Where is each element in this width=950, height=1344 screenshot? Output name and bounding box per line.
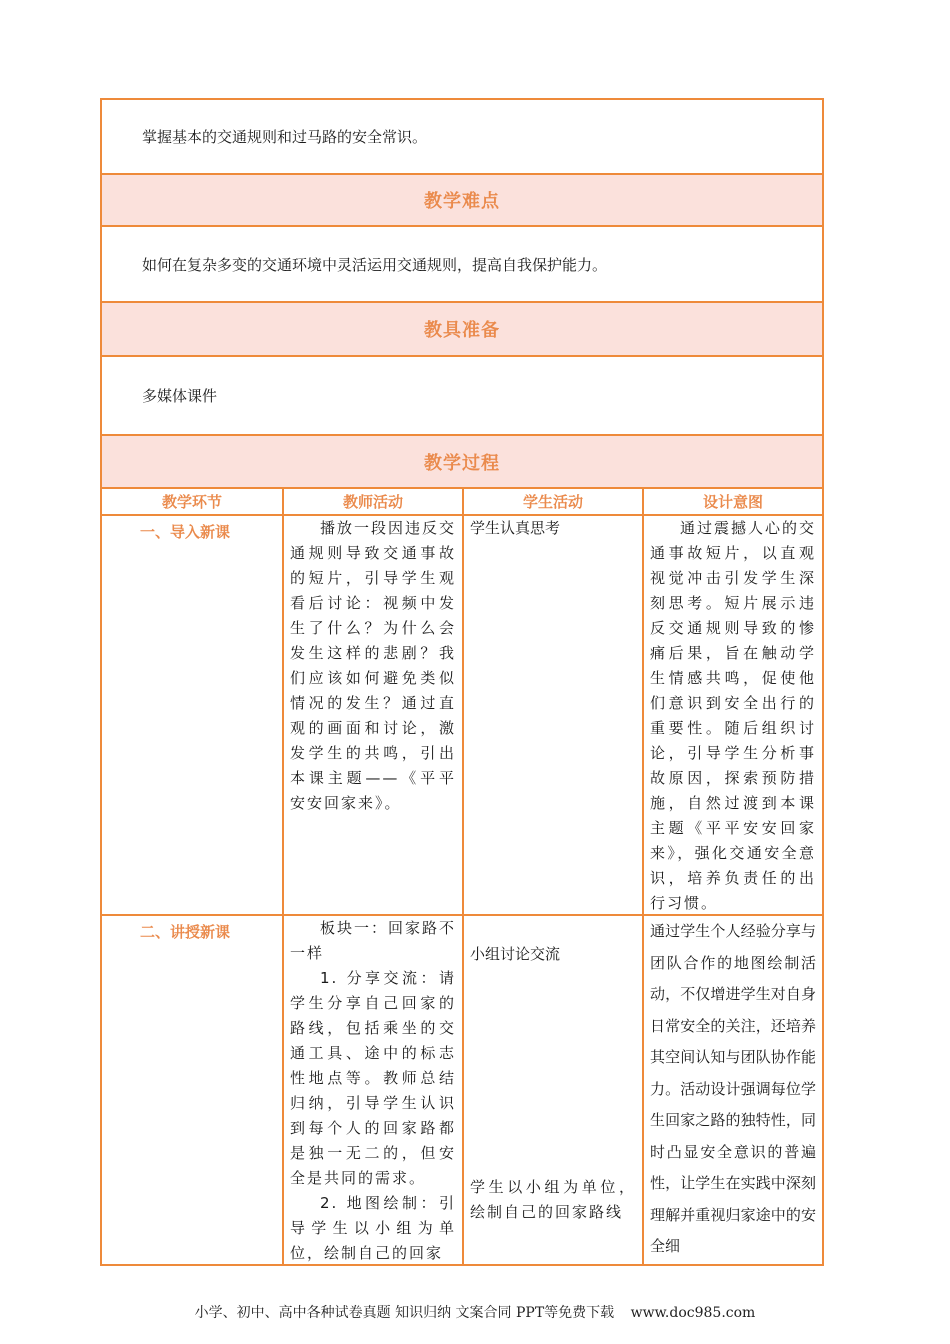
row1-stage-cell [100,514,284,916]
row1-teacher-p1: 播放一段因违反交通规则导致交通事故的短片，引导学生观看后讨论：视频中发生了什么？为什么会发生这样的悲剧？我们应该如何避免类似情况的发生？通过直观的画面和讨论，激发学生的共鸣，引出本课主题——《平平安安回家来》。 [290,519,456,812]
row2-teacher-p1: 板块一：回家路不一样 [290,919,456,962]
tools-title: 教具准备 [424,320,500,341]
tools-row [100,355,824,436]
row2-intent-p1: 通过学生个人经验分享与团队合作的地图绘制活动，不仅增进学生对自身日常安全的关注，还培养其空间认知与团队协作能力。活动设计强调每位学生回家之路的独特性，同时凸显安全意识的普遍性，让学生在实践中深刻理解并重视归家途中的安全细 [650,922,816,1255]
difficulty-title: 教学难点 [424,191,500,212]
row2-stage: 二、讲授新课 [140,923,231,941]
difficulty-header [100,173,824,227]
row1-stage: 一、导入新课 [140,523,231,541]
row1-intent [650,516,816,912]
row2-teacher-p3: 2. 地图绘制：引导学生以小组为单位，绘制自己的回家 [290,1194,456,1262]
column-header-intent: 设计意图 [642,487,824,516]
objective-text: 掌握基本的交通规则和过马路的安全常识。 [142,128,428,146]
footer-url[interactable]: www.doc985.com [630,1305,756,1321]
row2-student-p2: 学生以小组为单位，绘制自己的回家路线 [470,1178,636,1221]
row2-stage-cell [100,914,284,1266]
footer-text: 小学、初中、高中各种试卷真题 知识归纳 文案合同 PPT等免费下载 [194,1305,615,1321]
page-footer [0,1302,950,1322]
lesson-plan-table [100,98,824,1266]
tools-text: 多媒体课件 [142,387,218,405]
row1-teacher [290,516,456,912]
column-header-student: 学生活动 [462,487,644,516]
row2-teacher [290,916,456,1264]
difficulty-text: 如何在复杂多变的交通环境中灵活运用交通规则，提高自我保护能力。 [142,255,608,274]
tools-header [100,301,824,357]
row2-intent [650,916,816,1264]
row1-student-p1: 学生认真思考 [470,519,561,537]
column-header-teacher: 教师活动 [282,487,464,516]
difficulty-row [100,225,824,303]
row1-intent-p1: 通过震撼人心的交通事故短片，以直观视觉冲击引发学生深刻思考。短片展示违反交通规则导致的惨痛后果，旨在触动学生情感共鸣，促使他们意识到安全出行的重要性。随后组织讨论，引导学生分析事故原因，探索预防措施，自然过渡到本课主题《平平安安回家来》，强化交通安全意识，培养负责任的出行习惯。 [650,519,816,912]
row2-student-p1: 小组讨论交流 [470,945,561,963]
row1-student-cell [462,514,644,916]
row2-teacher-p2: 1. 分享交流：请学生分享自己回家的路线，包括乘坐的交通工具、途中的标志性地点等。教师总结归纳，引导学生认识到每个人的回家路都是独一无二的，但安全是共同的需求。 [290,969,456,1187]
process-header [100,434,824,489]
process-title: 教学过程 [424,452,500,474]
objective-row [100,98,824,175]
column-header-stage: 教学环节 [100,487,284,516]
row1-student [470,516,636,541]
row2-student [470,916,636,1264]
